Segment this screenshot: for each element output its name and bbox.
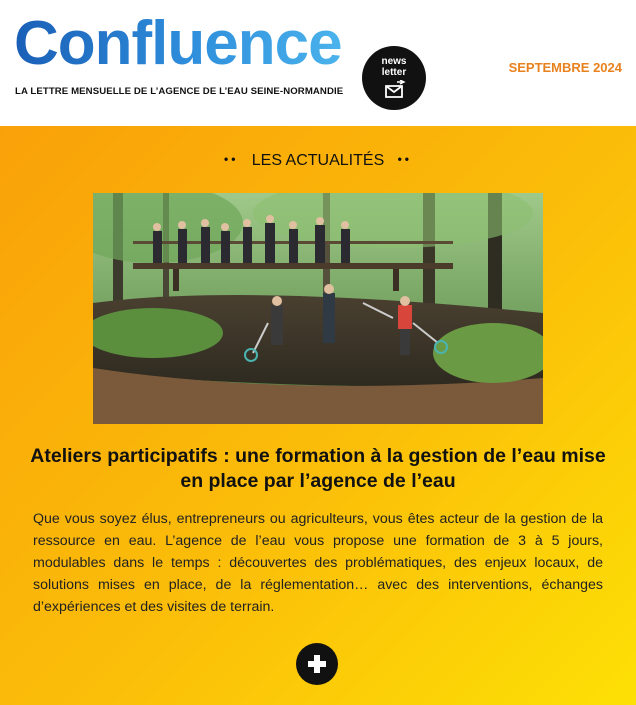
confluence-logo[interactable]: Confluence [14,6,342,82]
badge-line-letter: letter [381,67,407,78]
newsletter-badge[interactable] [362,46,426,110]
badge-line-news: news [381,56,407,67]
section-title: LES ACTUALITÉS [251,152,385,169]
plus-icon [296,643,338,685]
section-heading [0,152,636,170]
newsletter-header [0,0,636,126]
tagline: LA LETTRE MENSUELLE DE L’AGENCE DE L’EAU SEINE-NORMANDIE [15,86,344,97]
article-body: Que vous soyez élus, entrepreneurs ou agriculteurs, vous êtes acteur de la gestion de la ressource en eau. L’agence de l’eau vous propose une formation de 3 à 5 jours, modulables dans le temps : découvertes des problématiques, des enjeux locaux, de solutions mises en place, de la réglementation… avec des interventions, échanges d’expériences et des visites de terrain. [33,511,603,615]
read-more-button[interactable] [296,643,338,685]
envelope-send-icon [382,80,406,100]
article-headline[interactable]: Ateliers participatifs : une formation à la gestion de l’eau mise en place par l’agence de l’eau [30,445,606,492]
decor-dots-right: •• [397,152,412,166]
decor-dots-left: •• [224,152,239,166]
issue-date: SEPTEMBRE 2024 [508,60,622,75]
article-photo[interactable] [93,193,543,424]
news-section [0,126,636,705]
river-photo-illustration [93,193,543,424]
